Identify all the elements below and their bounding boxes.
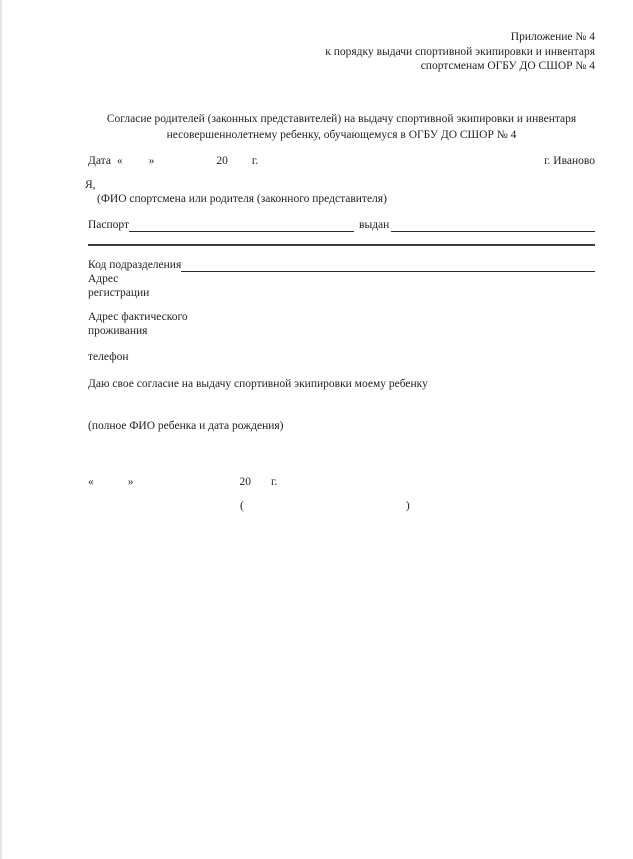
unit-code-label: Код подразделения [88,259,182,271]
unit-code-row [88,259,595,272]
declarant-hint: (ФИО спортсмена или родителя (законного представителя) [97,192,387,205]
document-title-line2: несовершеннолетнему ребенку, обучающемуся в ОГБУ ДО СШОР № 4 [166,128,517,141]
city-label: г. Иваново [544,155,595,167]
unit-code-field[interactable] [181,259,595,272]
date-year-suffix: г. [251,155,259,167]
signature-date-open-quote: « [88,476,94,488]
signature-date-year-suffix: г. [271,476,278,488]
consent-statement [88,378,595,390]
appendix-header-line1: Приложение № 4 [510,31,595,43]
date-row [88,155,595,167]
phone-row [88,351,595,363]
signature-date-row [88,476,595,488]
signature-open-paren: ( [240,500,244,512]
passport-issued-label: выдан [359,219,390,231]
actual-address-label-line1: Адрес фактического [88,311,188,323]
passport-row [88,219,595,232]
registration-address-label-line1: Адрес [88,273,119,285]
registration-address-block [88,273,595,300]
signature-name-parens [88,500,595,512]
passport-issued-continuation-field[interactable] [88,232,595,246]
child-hint-row [88,420,595,432]
declarant-block [85,179,595,206]
registration-address-label-line2: регистрации [88,286,150,299]
actual-address-label-line2: проживания [88,324,148,337]
signature-close-paren: ) [405,500,410,512]
consent-text: Даю свое согласие на выдачу спортивной экипировки моему ребенку [88,378,428,390]
date-label: Дата [88,155,111,167]
passport-issued-by-field[interactable] [391,219,595,232]
document-title-line1: Согласие родителей (законных представителей) на выдачу спортивной экипировки и инвентаря [106,113,577,125]
date-year-prefix: 20 [216,155,228,167]
passport-number-field[interactable] [129,219,354,232]
appendix-header-line3: спортсменам ОГБУ ДО СШОР № 4 [420,60,595,73]
actual-address-block [88,311,595,338]
document-title [88,112,595,143]
appendix-header-line2: к порядку выдачи спортивной экипировки и инвентаря [325,45,595,58]
appendix-header [88,30,595,74]
signature-date-close-quote: » [127,476,134,488]
passport-label: Паспорт [88,219,130,231]
date-open-quote: « [116,155,123,167]
page-left-edge [0,0,2,859]
declarant-pronoun: Я, [85,179,96,191]
phone-label: телефон [88,351,129,363]
child-hint-text: (полное ФИО ребенка и дата рождения) [88,420,284,432]
date-close-quote: » [148,155,155,167]
signature-date-year-prefix: 20 [239,476,251,488]
